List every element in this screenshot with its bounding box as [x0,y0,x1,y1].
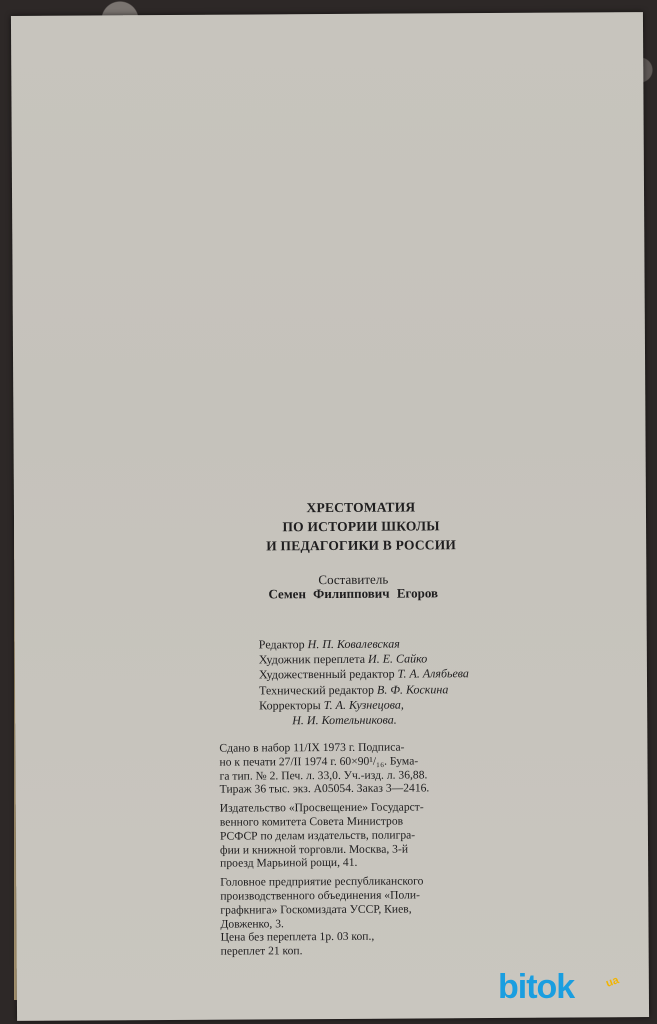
credit-role: Художественный редактор [258,667,395,682]
publisher-line: фии и книжной торговли. Москва, 3-й [219,842,409,857]
publisher-info [220,800,482,871]
printer-line: Головное предприятие республиканского [220,874,424,889]
credit-name: Т. А. Алябьева [397,666,469,681]
printer-line: графкнига» Госкомиздата УССР, Киев, [220,902,412,917]
book-title [246,497,476,555]
printing-info [219,740,481,797]
book-page [11,12,649,1021]
printer-info [220,874,482,931]
publisher-line: венного комитета Совета Министров [219,814,404,829]
watermark-text: bitok [498,968,575,1006]
publisher-line: Издательство «Просвещение» Государст- [219,800,424,815]
watermark-logo [498,968,648,1008]
title-line-2: ПО ИСТОРИИ ШКОЛЫ [282,518,440,535]
printing-line: но к печати 27/II 1974 г. 60×90¹/₁₆. Бума- [219,754,419,769]
price-line: переплет 21 коп. [220,944,303,958]
credit-row [259,636,469,652]
publisher-line: РСФСР по делам издательств, полигра- [219,828,416,843]
credit-row [259,667,469,683]
price-info [221,929,483,958]
credit-role: Технический редактор [259,682,375,698]
watermark-suffix: ua [604,974,621,990]
credit-row [259,651,469,667]
credit-row [259,682,469,698]
credit-row [259,697,469,713]
credit-role: Редактор [258,637,305,652]
compiler-name: Семен Филиппович Егоров [268,585,439,602]
credit-name: И. Е. Сайко [367,651,428,666]
printer-line: производственного объединения «Поли- [220,888,420,903]
printing-line: Тираж 36 тыс. экз. А05054. Заказ 3—2416. [219,781,430,797]
publisher-line: проезд Марьиной рощи, 41. [220,856,358,871]
credit-role: Художник переплета [258,651,366,667]
imprint-block [219,740,482,964]
credit-name: В. Ф. Коскина [376,681,449,697]
credits-block [259,636,470,728]
credit-name: Н. П. Ковалевская [307,636,400,652]
credit-name: Н. И. Котельникова. [292,712,397,728]
title-line-1: ХРЕСТОМАТИЯ [306,499,416,516]
title-line-3: И ПЕДАГОГИКИ В РОССИИ [266,537,457,554]
price-line: Цена без переплета 1р. 03 коп., [220,930,375,945]
credit-row [259,712,469,728]
printing-line: га тип. № 2. Печ. л. 33,0. Уч.-изд. л. 36,88. [219,768,428,783]
printing-line: Сдано в набор 11/IX 1973 г. Подписа- [219,740,405,755]
compiler-label: Составитель [318,571,389,588]
credit-role: Корректоры [259,697,321,713]
printer-line: Довженко, 3. [220,916,284,931]
credit-name: Т. А. Кузнецова, [323,697,404,712]
